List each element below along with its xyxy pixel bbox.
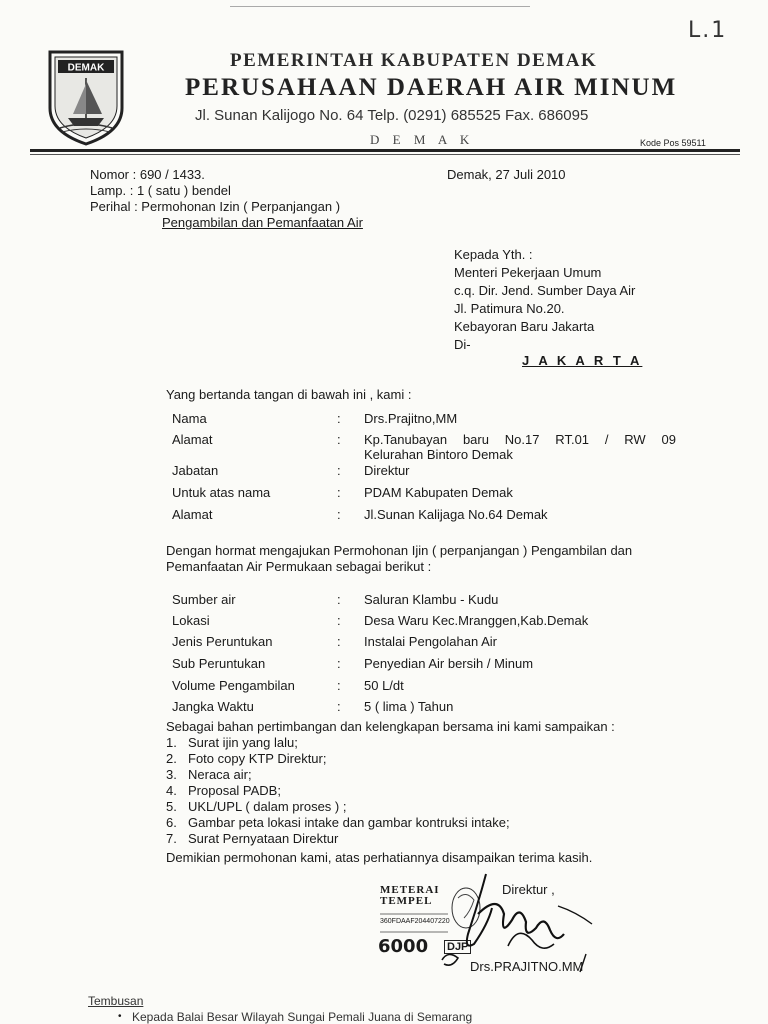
signer-label: Alamat [172, 432, 213, 447]
attachment-number: 2. [166, 751, 177, 766]
attachment-number: 1. [166, 735, 177, 750]
attachment-item: Gambar peta lokasi intake dan gambar kontruksi intake; [188, 815, 510, 830]
attachment-number: 3. [166, 767, 177, 782]
letterhead-government: PEMERINTAH KABUPATEN DEMAK [230, 50, 598, 71]
colon: : [337, 592, 341, 607]
signer-label: Alamat [172, 507, 213, 522]
signer-value: Direktur [364, 463, 410, 478]
request-text: Dengan hormat mengajukan Permohonan Ijin ( perpanjangan ) Pengambilan dan [166, 543, 633, 558]
signer-value: Drs.Prajitno,MM [364, 411, 458, 426]
detail-value: Penyedian Air bersih / Minum [364, 656, 534, 671]
signer-role: Direktur , [502, 882, 555, 897]
cc-item: Kepada Balai Besar Wilayah Sungai Pemali Juana di Semarang [132, 1010, 473, 1024]
recipient-name: Menteri Pekerjaan Umum [454, 265, 602, 280]
attachment-item: Surat ijin yang lalu; [188, 735, 298, 750]
attachment-item: UKL/UPL ( dalam proses ) ; [188, 799, 347, 814]
stamp-code: 360FDAAF204407220 [380, 918, 450, 925]
signer-name: Drs.PRAJITNO.MM [470, 959, 584, 974]
letter-subject-continued: Pengambilan dan Pemanfaatan Air [162, 215, 363, 230]
detail-value: Desa Waru Kec.Mranggen,Kab.Demak [364, 613, 589, 628]
attachment-item: Foto copy KTP Direktur; [188, 751, 327, 766]
stamp-djp: DJP [444, 940, 471, 954]
colon: : [337, 485, 341, 500]
attachment-item: Surat Pernyataan Direktur [188, 831, 339, 846]
letter-subject: Perihal : Permohonan Izin ( Perpanjangan ) [90, 199, 341, 214]
closing-text: Demikian permohonan kami, atas perhatiannya disampaikan terima kasih. [166, 850, 593, 865]
recipient-di: Di- [454, 337, 471, 352]
recipient-cq: c.q. Dir. Jend. Sumber Daya Air [454, 283, 636, 298]
top-scan-line [230, 6, 530, 7]
letterhead-rule-thick [30, 149, 740, 152]
colon: : [337, 613, 341, 628]
colon: : [337, 507, 341, 522]
intro-text: Yang bertanda tangan di bawah ini , kami : [166, 387, 412, 402]
stamp-label: METERAI [380, 884, 440, 896]
letterhead-rule-thin [30, 154, 740, 155]
attachments-intro: Sebagai bahan pertimbangan dan kelengkapan bersama ini kami sampaikan : [166, 719, 615, 734]
attachment-number: 5. [166, 799, 177, 814]
handwritten-signature [408, 864, 598, 974]
attachment-number: 7. [166, 831, 177, 846]
letter-number: Nomor : 690 / 1433. [90, 167, 205, 182]
detail-value: 5 ( lima ) Tahun [364, 699, 454, 714]
detail-label: Sumber air [172, 592, 236, 607]
colon: : [337, 634, 341, 649]
letter-attachment: Lamp. : 1 ( satu ) bendel [90, 183, 231, 198]
letter-date: Demak, 27 Juli 2010 [447, 167, 566, 182]
colon: : [337, 463, 341, 478]
logo-text: DEMAK [67, 62, 105, 74]
detail-value: Saluran Klambu - Kudu [364, 592, 499, 607]
detail-label: Jenis Peruntukan [172, 634, 273, 649]
colon: : [337, 656, 341, 671]
signer-value: PDAM Kabupaten Demak [364, 485, 513, 500]
signer-value: Jl.Sunan Kalijaga No.64 Demak [364, 507, 548, 522]
attachment-number: 6. [166, 815, 177, 830]
cc-label: Tembusan [88, 994, 144, 1008]
colon: : [337, 699, 341, 714]
request-text-continued: Pemanfaatan Air Permukaan sebagai berikut : [166, 559, 432, 574]
attachment-number: 4. [166, 783, 177, 798]
recipient-street: Jl. Patimura No.20. [454, 301, 565, 316]
detail-label: Jangka Waktu [172, 699, 254, 714]
colon: : [337, 432, 341, 447]
signer-value-continued: Kelurahan Bintoro Demak [364, 447, 513, 462]
detail-label: Volume Pengambilan [172, 678, 295, 693]
letterhead-company: PERUSAHAAN DAERAH AIR MINUM [185, 74, 678, 101]
corner-mark: L.1 [688, 18, 728, 43]
demak-logo-icon [46, 48, 126, 146]
signer-label: Jabatan [172, 463, 219, 478]
signer-label: Nama [172, 411, 207, 426]
stamp-label-2: TEMPEL [380, 895, 433, 907]
bullet-icon: • [118, 1011, 122, 1022]
detail-value: Instalai Pengolahan Air [364, 634, 497, 649]
colon: : [337, 411, 341, 426]
signer-value: Kp.Tanubayan baru No.17 RT.01 / RW 09 [364, 432, 676, 447]
attachment-item: Neraca air; [188, 767, 252, 782]
letterhead-postal-code: Kode Pos 59511 [640, 138, 706, 148]
detail-label: Sub Peruntukan [172, 656, 266, 671]
stamp-value: 6000 [378, 936, 429, 957]
signer-label: Untuk atas nama [172, 485, 271, 500]
colon: : [337, 678, 341, 693]
recipient-salutation: Kepada Yth. : [454, 247, 533, 262]
attachment-item: Proposal PADB; [188, 783, 281, 798]
letterhead-city: D E M A K [370, 132, 475, 147]
detail-label: Lokasi [172, 613, 210, 628]
recipient-city: J A K A R T A [522, 353, 643, 368]
detail-value: 50 L/dt [364, 678, 404, 693]
recipient-district: Kebayoran Baru Jakarta [454, 319, 595, 334]
letterhead-address: Jl. Sunan Kalijogo No. 64 Telp. (0291) 685525 Fax. 686095 [195, 107, 589, 124]
